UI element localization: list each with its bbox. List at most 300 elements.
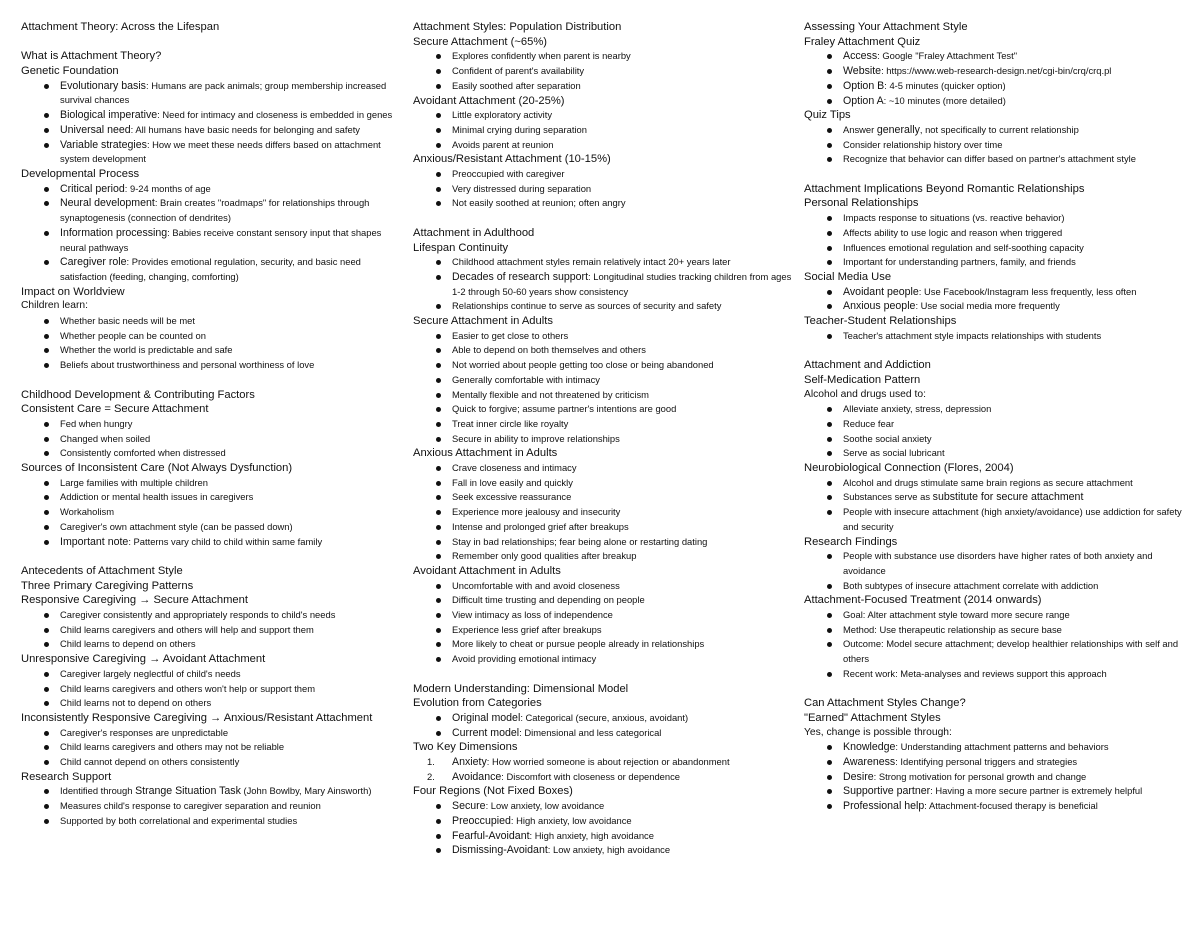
list-item	[21, 138, 406, 167]
item-text: : Low anxiety, low avoidance	[485, 800, 605, 812]
subheading: Responsive Caregiving → Secure Attachment	[21, 594, 248, 607]
bullet-list	[804, 211, 1189, 270]
list-item	[804, 432, 1189, 447]
list-item	[413, 299, 798, 314]
subheading: Neurobiological Connection (Flores, 2004)	[804, 462, 1014, 475]
item-text-tail: , not specifically to current relationship	[919, 123, 1079, 135]
item-text: Affects ability to use logic and reason when triggered	[843, 226, 1063, 238]
bullet-list	[21, 476, 406, 550]
item-text: : Patterns vary child to child within same family	[128, 535, 323, 547]
item-text: Difficult time trusting and depending on people	[452, 594, 645, 606]
item-number: 1.	[427, 756, 435, 768]
list-item	[413, 196, 798, 211]
list-item	[804, 138, 1189, 153]
item-text-tail: (John Bowlby, Mary Ainsworth)	[240, 785, 372, 797]
spacer	[804, 167, 1189, 182]
list-item	[21, 226, 406, 255]
bullet-list	[21, 726, 406, 770]
item-text: Consistently comforted when distressed	[60, 447, 226, 459]
item-text: Addiction or mental health issues in caregivers	[60, 491, 254, 503]
column-1	[21, 20, 406, 829]
item-emphasis: substitute for secure attachment	[932, 491, 1084, 504]
item-text: : Babies receive constant sensory input that shapes neural pathways	[60, 226, 382, 253]
item-text: Whether basic needs will be met	[60, 315, 195, 327]
item-term: Dismissing-Avoidant	[452, 844, 548, 857]
item-text: Alleviate anxiety, stress, depression	[843, 403, 992, 415]
item-term: Current model	[452, 726, 520, 739]
item-text: Stay in bad relationships; fear being alone or restarting dating	[452, 535, 708, 547]
item-text: Preoccupied with caregiver	[452, 168, 565, 180]
section-title: Attachment and Addiction	[804, 359, 931, 372]
item-text: : Provides emotional regulation, security, and basic need satisfaction (feeding, changing, comforting)	[60, 256, 361, 282]
list-item	[804, 211, 1189, 226]
item-term: Variable strategies	[60, 138, 147, 151]
item-text: Intense and prolonged grief after breakups	[452, 520, 629, 532]
item-text: Answer	[843, 123, 877, 135]
item-number: 2.	[427, 770, 435, 782]
list-item	[804, 755, 1189, 770]
item-text: Minimal crying during separation	[452, 123, 587, 135]
item-term: Professional help	[843, 800, 925, 813]
item-text: Recent work: Meta-analyses and reviews support this approach	[843, 667, 1107, 679]
list-item	[413, 167, 798, 182]
item-text: Caregiver's responses are unpredictable	[60, 726, 229, 738]
item-text: : Discomfort with closeness or dependence	[501, 770, 681, 782]
subheading: Research Support	[21, 770, 112, 783]
item-emphasis: Strange Situation Task	[135, 785, 241, 798]
list-item	[804, 417, 1189, 432]
item-term: Website	[843, 65, 882, 78]
item-text: Explores confidently when parent is nearby	[452, 50, 631, 62]
subheading: Avoidant Attachment in Adults	[413, 564, 561, 577]
subheading: Attachment-Focused Treatment (2014 onwards)	[804, 594, 1042, 607]
list-item	[413, 623, 798, 638]
item-text: Secure in ability to improve relationships	[452, 432, 620, 444]
section-title: Attachment in Adulthood	[413, 226, 535, 239]
item-text: Impacts response to situations (vs. reactive behavior)	[843, 212, 1065, 224]
list-item	[413, 755, 798, 770]
item-text: Influences emotional regulation and self-soothing capacity	[843, 241, 1084, 253]
list-item	[21, 505, 406, 520]
list-item	[804, 476, 1189, 491]
item-text: : 9-24 months of age	[124, 182, 211, 194]
bullet-list	[21, 784, 406, 828]
item-text: People with insecure attachment (high anxiety/avoidance) use addiction for safety and security	[843, 506, 1182, 532]
item-text: : Brain creates "roadmaps" for relationships through synaptogenesis (connection of dendrites)	[60, 197, 370, 224]
subheading: Self-Medication Pattern	[804, 373, 921, 386]
item-text: : Longitudinal studies tracking children from ages 1-2 through 50-60 years show consistency	[452, 270, 792, 297]
list-item	[21, 696, 406, 711]
item-text: Teacher's attachment style impacts relationships with students	[843, 329, 1102, 341]
item-term: Awareness	[843, 756, 896, 769]
section-title: Childhood Development & Contributing Factors	[21, 388, 255, 401]
list-item	[413, 79, 798, 94]
list-item	[413, 182, 798, 197]
section-title: What is Attachment Theory?	[21, 50, 162, 63]
list-item	[21, 740, 406, 755]
item-term: Original model	[452, 711, 521, 724]
item-text: Whether people can be counted on	[60, 329, 206, 341]
list-item	[804, 402, 1189, 417]
item-text: Child learns to depend on others	[60, 638, 196, 650]
item-text: Child cannot depend on others consistently	[60, 756, 240, 768]
subheading: Evolution from Categories	[413, 697, 542, 710]
column-3	[804, 20, 1189, 814]
list-item	[21, 637, 406, 652]
list-item	[413, 637, 798, 652]
spacer	[413, 667, 798, 682]
intro-text: Yes, change is possible through:	[804, 726, 952, 738]
item-text: Goal: Alter attachment style toward more secure range	[843, 609, 1070, 621]
list-item	[413, 799, 798, 814]
item-text: Remember only good qualities after breakup	[452, 550, 637, 562]
item-text: Identified through	[60, 785, 136, 797]
item-term: Supportive partner	[843, 785, 931, 798]
item-text: : High anxiety, low avoidance	[510, 814, 632, 826]
list-item	[804, 505, 1189, 534]
list-item	[21, 446, 406, 461]
subheading: Four Regions (Not Fixed Boxes)	[413, 785, 573, 798]
column-2	[413, 20, 798, 858]
list-item	[804, 94, 1189, 109]
list-item	[21, 108, 406, 123]
section-title: Assessing Your Attachment Style	[804, 21, 968, 33]
item-text: Child learns caregivers and others will help and support them	[60, 623, 314, 635]
list-item	[804, 579, 1189, 594]
item-term: Secure	[452, 800, 486, 813]
intro-text: Children learn:	[21, 300, 88, 312]
list-item	[804, 255, 1189, 270]
subheading: Developmental Process	[21, 167, 140, 180]
list-item	[804, 740, 1189, 755]
item-text: Seek excessive reassurance	[452, 491, 572, 503]
list-item	[413, 814, 798, 829]
item-term: Evolutionary basis	[60, 79, 146, 92]
subheading: Inconsistently Responsive Caregiving → Anxious/Resistant Attachment	[21, 711, 373, 724]
item-text: Uncomfortable with and avoid closeness	[452, 579, 620, 591]
section-title: Antecedents of Attachment Style	[21, 564, 183, 577]
item-text: Consider relationship history over time	[843, 138, 1003, 150]
spacer	[21, 35, 406, 50]
item-text: Alcohol and drugs stimulate same brain regions as secure attachment	[843, 476, 1133, 488]
item-text: Easier to get close to others	[452, 329, 569, 341]
list-item	[413, 652, 798, 667]
list-item	[21, 623, 406, 638]
list-item	[21, 608, 406, 623]
item-text: : High anxiety, high avoidance	[529, 829, 654, 841]
item-term: Anxious people	[843, 300, 916, 313]
item-text: Important for understanding partners, family, and friends	[843, 256, 1076, 268]
item-text: : Use Facebook/Instagram less frequently, less often	[918, 285, 1137, 297]
list-item	[413, 520, 798, 535]
item-text: : Use social media more frequently	[915, 300, 1060, 312]
list-item	[413, 593, 798, 608]
item-term: Desire	[843, 770, 874, 783]
subheading: Three Primary Caregiving Patterns	[21, 579, 194, 592]
bullet-list	[413, 579, 798, 667]
section-title: Modern Understanding: Dimensional Model	[413, 682, 629, 695]
subheading: Teacher-Student Relationships	[804, 315, 957, 328]
item-term: Biological imperative	[60, 109, 158, 122]
subheading: Consistent Care = Secure Attachment	[21, 403, 209, 416]
numbered-list	[413, 755, 798, 784]
list-item	[804, 79, 1189, 94]
item-text: Whether the world is predictable and safe	[60, 344, 233, 356]
bullet-list	[413, 711, 798, 740]
bullet-list	[413, 49, 798, 93]
item-text: Recognize that behavior can differ based on partner's attachment style	[843, 153, 1136, 165]
list-item	[413, 358, 798, 373]
item-text: Fed when hungry	[60, 417, 133, 429]
list-item	[413, 535, 798, 550]
list-item	[413, 343, 798, 358]
item-text: : Strong motivation for personal growth and change	[873, 770, 1087, 782]
item-text: Child learns caregivers and others won't help or support them	[60, 682, 316, 694]
item-term: Access	[843, 50, 878, 63]
list-item	[21, 755, 406, 770]
list-item	[21, 417, 406, 432]
list-item	[21, 476, 406, 491]
item-text: Not worried about people getting too close or being abandoned	[452, 359, 714, 371]
list-item	[413, 726, 798, 741]
item-term: Option A	[843, 94, 884, 107]
list-item	[413, 476, 798, 491]
item-text: Fall in love easily and quickly	[452, 476, 573, 488]
list-item	[413, 64, 798, 79]
bullet-list	[804, 49, 1189, 108]
item-text: : Identifying personal triggers and strategies	[895, 756, 1078, 768]
bullet-list	[413, 108, 798, 152]
bullet-list	[804, 549, 1189, 593]
subheading: Fraley Attachment Quiz	[804, 35, 921, 48]
item-text: : How worried someone is about rejection or abandonment	[486, 756, 730, 768]
list-item	[21, 799, 406, 814]
list-item	[804, 446, 1189, 461]
list-item	[413, 373, 798, 388]
item-text: People with substance use disorders have higher rates of both anxiety and avoidance	[843, 550, 1153, 576]
item-term: Information processing	[60, 226, 168, 239]
subheading: Impact on Worldview	[21, 285, 125, 298]
item-text: Outcome: Model secure attachment; develop healthier relationships with self and others	[843, 638, 1179, 665]
list-item	[804, 799, 1189, 814]
subheading: Personal Relationships	[804, 197, 919, 210]
list-item	[413, 711, 798, 726]
list-item	[21, 432, 406, 447]
item-text: : Google "Fraley Attachment Test"	[877, 50, 1018, 62]
item-text: Avoid providing emotional intimacy	[452, 653, 597, 665]
list-item	[21, 682, 406, 697]
section-title: Can Attachment Styles Change?	[804, 697, 966, 710]
list-item	[413, 138, 798, 153]
bullet-list	[21, 79, 406, 167]
bullet-list	[21, 608, 406, 652]
item-text: Quick to forgive; assume partner's intentions are good	[452, 403, 677, 415]
item-text: Avoids parent at reunion	[452, 138, 554, 150]
list-item	[413, 549, 798, 564]
subheading: Secure Attachment (~65%)	[413, 35, 548, 48]
list-item	[413, 329, 798, 344]
item-text: Caregiver's own attachment style (can be passed down)	[60, 520, 293, 532]
item-term: Universal need	[60, 123, 131, 136]
item-text: Reduce fear	[843, 417, 895, 429]
list-item	[804, 123, 1189, 138]
spacer	[21, 549, 406, 564]
item-text: Easily soothed after separation	[452, 79, 581, 91]
item-text: Treat inner circle like royalty	[452, 417, 569, 429]
list-item	[413, 461, 798, 476]
list-item	[804, 241, 1189, 256]
spacer	[413, 211, 798, 226]
list-item	[21, 667, 406, 682]
list-item	[21, 314, 406, 329]
item-text: Relationships continue to serve as sources of security and safety	[452, 300, 722, 312]
list-item	[804, 637, 1189, 666]
list-item	[21, 255, 406, 284]
subheading: Quiz Tips	[804, 109, 851, 122]
item-text: : Understanding attachment patterns and behaviors	[895, 741, 1109, 753]
list-item	[21, 196, 406, 225]
subheading: Secure Attachment in Adults	[413, 315, 553, 328]
list-item	[413, 49, 798, 64]
subheading: Genetic Foundation	[21, 65, 119, 78]
item-text: Supported by both correlational and experimental studies	[60, 814, 298, 826]
list-item	[21, 79, 406, 108]
bullet-list	[21, 314, 406, 373]
item-text: Caregiver largely neglectful of child's needs	[60, 667, 241, 679]
list-item	[804, 329, 1189, 344]
list-item	[413, 255, 798, 270]
bullet-list	[413, 329, 798, 447]
list-item	[413, 388, 798, 403]
list-item	[413, 505, 798, 520]
list-item	[21, 123, 406, 138]
list-item	[21, 182, 406, 197]
list-item	[804, 549, 1189, 578]
list-item	[413, 608, 798, 623]
spacer	[804, 682, 1189, 697]
bullet-list	[804, 123, 1189, 167]
item-emphasis: generally	[876, 123, 920, 136]
list-item	[21, 490, 406, 505]
section-title: Attachment Theory: Across the Lifespan	[21, 21, 220, 33]
item-term: Neural development	[60, 197, 155, 210]
item-text: : Need for intimacy and closeness is embedded in genes	[157, 109, 393, 121]
subheading: Anxious/Resistant Attachment (10-15%)	[413, 153, 611, 166]
item-term: Decades of research support	[452, 270, 589, 283]
item-text: More likely to cheat or pursue people already in relationships	[452, 638, 705, 650]
item-term: Important note	[60, 535, 129, 548]
section-title: Attachment Styles: Population Distribution	[413, 21, 622, 33]
item-text: : ~10 minutes (more detailed)	[883, 94, 1006, 106]
bullet-list	[804, 608, 1189, 682]
subheading: Social Media Use	[804, 270, 892, 283]
bullet-list	[804, 476, 1189, 535]
item-text: : 4-5 minutes (quicker option)	[884, 79, 1006, 91]
list-item	[21, 343, 406, 358]
section-title: Attachment Implications Beyond Romantic Relationships	[804, 182, 1085, 195]
bullet-list	[413, 799, 798, 858]
item-text: : Having a more secure partner is extremely helpful	[930, 785, 1143, 797]
subheading: Avoidant Attachment (20-25%)	[413, 94, 565, 107]
item-text: Caregiver consistently and appropriately responds to child's needs	[60, 609, 336, 621]
item-text: Measures child's response to caregiver separation and reunion	[60, 800, 321, 812]
list-item	[413, 843, 798, 858]
item-text: : https://www.web-research-design.net/cgi-bin/crq/crq.pl	[881, 65, 1112, 77]
list-item	[804, 623, 1189, 638]
bullet-list	[804, 329, 1189, 344]
item-text: Both subtypes of insecure attachment correlate with addiction	[843, 579, 1099, 591]
list-item	[804, 770, 1189, 785]
bullet-list	[21, 182, 406, 285]
bullet-list	[804, 285, 1189, 314]
list-item	[21, 520, 406, 535]
list-item	[21, 784, 406, 799]
item-text: Not easily soothed at reunion; often angry	[452, 197, 626, 209]
item-text: : Attachment-focused therapy is beneficial	[924, 800, 1098, 812]
item-text: Large families with multiple children	[60, 476, 208, 488]
item-term: Fearful-Avoidant	[452, 829, 530, 842]
item-text: : Low anxiety, high avoidance	[547, 844, 671, 856]
spacer	[804, 343, 1189, 358]
list-item	[804, 226, 1189, 241]
list-item	[804, 608, 1189, 623]
subheading: "Earned" Attachment Styles	[804, 711, 941, 724]
list-item	[804, 64, 1189, 79]
bullet-list	[413, 461, 798, 564]
list-item	[804, 285, 1189, 300]
item-text: Able to depend on both themselves and others	[452, 344, 646, 356]
item-text: Beliefs about trustworthiness and personal worthiness of love	[60, 359, 315, 371]
list-item	[413, 432, 798, 447]
item-term: Anxiety	[452, 756, 487, 769]
list-item	[804, 784, 1189, 799]
list-item	[804, 49, 1189, 64]
list-item	[413, 579, 798, 594]
list-item	[21, 814, 406, 829]
item-term: Avoidance	[452, 770, 502, 783]
list-item	[413, 123, 798, 138]
list-item	[413, 490, 798, 505]
list-item	[21, 329, 406, 344]
list-item	[413, 770, 798, 785]
item-text: Confident of parent's availability	[452, 65, 585, 77]
item-text: Changed when soiled	[60, 432, 151, 444]
bullet-list	[413, 167, 798, 211]
item-text: Very distressed during separation	[452, 182, 592, 194]
item-term: Caregiver role	[60, 256, 127, 269]
item-text: Little exploratory activity	[452, 109, 553, 121]
list-item	[804, 299, 1189, 314]
intro-text: Alcohol and drugs used to:	[804, 388, 926, 400]
item-term: Avoidant people	[843, 285, 919, 298]
list-item	[21, 726, 406, 741]
item-text: Method: Use therapeutic relationship as secure base	[843, 623, 1062, 635]
bullet-list	[413, 255, 798, 314]
bullet-list	[804, 402, 1189, 461]
item-term: Preoccupied	[452, 814, 511, 827]
list-item	[804, 667, 1189, 682]
item-text: Soothe social anxiety	[843, 432, 932, 444]
item-text: : How we meet these needs differs based on attachment system development	[60, 138, 381, 165]
item-text: Substances serve as	[843, 491, 933, 503]
list-item	[804, 152, 1189, 167]
subheading: Lifespan Continuity	[413, 241, 509, 254]
subheading: Two Key Dimensions	[413, 741, 518, 754]
item-text: Generally comfortable with intimacy	[452, 373, 600, 385]
subheading: Unresponsive Caregiving → Avoidant Attachment	[21, 653, 266, 666]
list-item	[21, 535, 406, 550]
subheading: Anxious Attachment in Adults	[413, 447, 558, 460]
